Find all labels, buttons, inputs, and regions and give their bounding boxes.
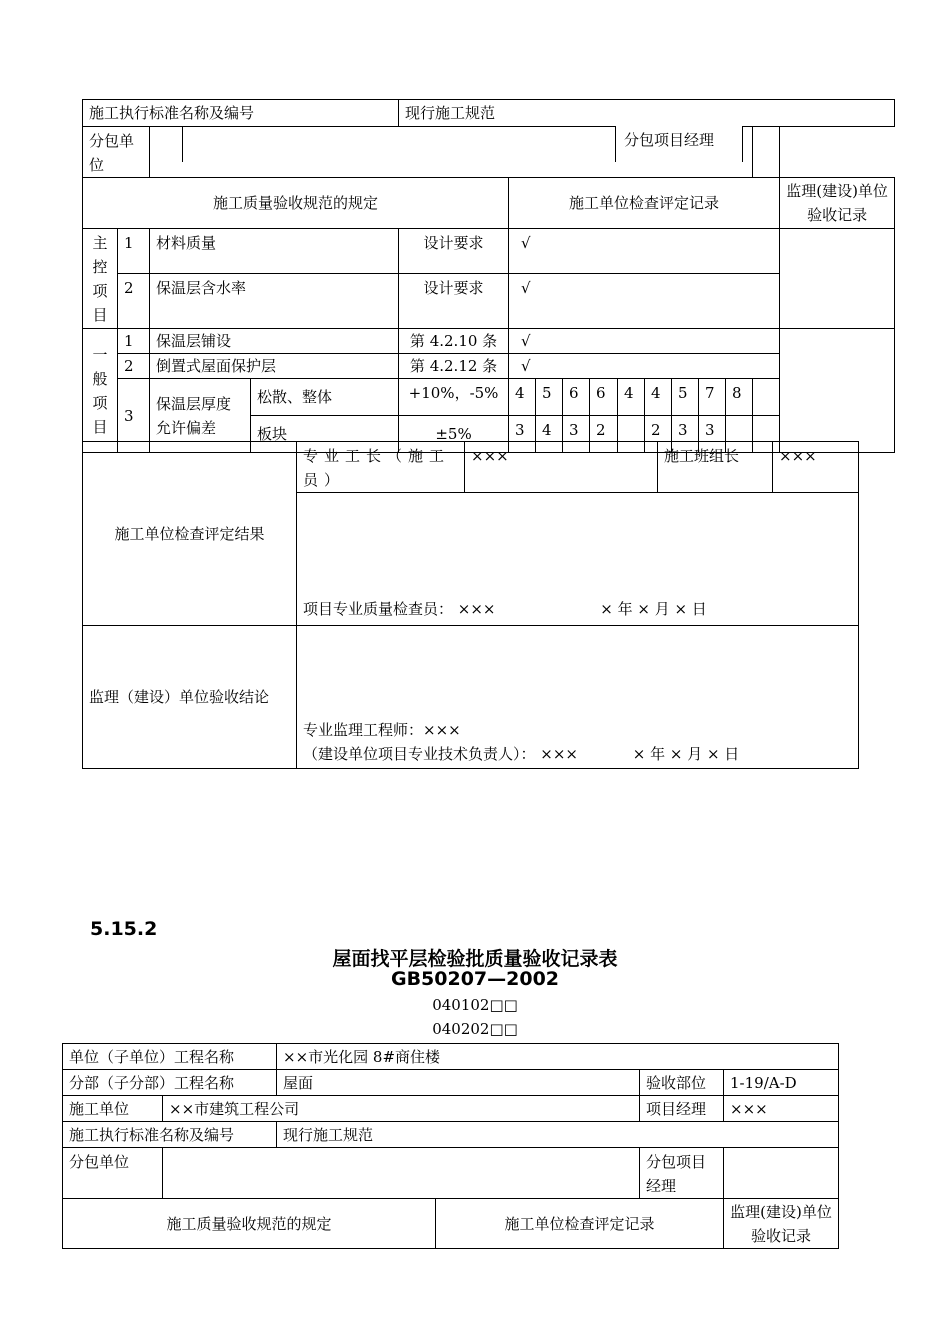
measure-cell: 3 xyxy=(699,416,726,453)
measure-cell: 3 xyxy=(563,416,590,453)
col-spec-header: 施工质量验收规范的规定 xyxy=(83,178,509,229)
part-value: 屋面 xyxy=(277,1070,640,1096)
col-supervise-header: 监理(建设)单位验收记录 xyxy=(724,1199,839,1249)
measure-cell: 3 xyxy=(509,416,536,453)
std-value: 现行施工规范 xyxy=(277,1122,839,1148)
general-item-name: 保温层铺设 xyxy=(150,329,399,354)
inspection-table-1 xyxy=(82,99,895,453)
measure-cell xyxy=(753,379,780,416)
measure-cell: 6 xyxy=(590,379,618,416)
measure-cell: 4 xyxy=(645,379,672,416)
col-supervise-header: 监理(建设)单位验收记录 xyxy=(780,178,895,229)
measure-cell: 5 xyxy=(536,379,563,416)
main-supervise-cell xyxy=(780,229,895,329)
sub-manager-value xyxy=(724,1148,839,1199)
sub-manager-label: 分包项目经理 xyxy=(615,126,742,162)
col-spec-header: 施工质量验收规范的规定 xyxy=(63,1199,436,1249)
manager-label: 项目经理 xyxy=(640,1096,724,1122)
company-label: 施工单位 xyxy=(63,1096,163,1122)
thickness-type-board: 板块 xyxy=(251,416,399,453)
col-record-header: 施工单位检查评定记录 xyxy=(509,178,780,229)
thickness-name: 保温层厚度允许偏差 xyxy=(150,379,251,453)
foreman-label: 专业工长（施工员） xyxy=(297,442,465,493)
thickness-tol-loose: +10%，-5% xyxy=(399,379,509,416)
measure-cell: 5 xyxy=(672,379,699,416)
main-item-mark: √ xyxy=(509,229,780,274)
sub-manager-divider xyxy=(742,126,743,162)
general-item-mark: √ xyxy=(509,354,780,379)
measure-cell: 3 xyxy=(672,416,699,453)
conclusion-label: 监理（建设）单位验收结论 xyxy=(83,626,297,769)
team-leader-value: ××× xyxy=(773,442,859,493)
general-item-req: 第 4.2.10 条 xyxy=(399,329,509,354)
owner-line: （建设单位项目专业技术负责人）： ××× xyxy=(303,745,578,763)
accept-part-label: 验收部位 xyxy=(640,1070,724,1096)
main-item-name: 材料质量 xyxy=(150,229,399,274)
conclusion-signature xyxy=(297,626,859,769)
general-item-mark: √ xyxy=(509,329,780,354)
general-supervise-cell xyxy=(780,329,895,453)
inspection-table-2 xyxy=(62,1043,839,1249)
form-code: GB50207—2002 xyxy=(390,968,560,990)
result-label: 施工单位检查评定结果 xyxy=(83,442,297,626)
owner-signature-row xyxy=(303,742,852,766)
general-item-no: 2 xyxy=(118,354,150,379)
sub-unit-value xyxy=(163,1148,640,1199)
std-label: 施工执行标准名称及编号 xyxy=(63,1122,277,1148)
measure-cell: 2 xyxy=(590,416,618,453)
main-control-group: 主控项目 xyxy=(83,229,118,329)
measure-cell: 4 xyxy=(536,416,563,453)
engineer-line: 专业监理工程师：××× xyxy=(303,721,461,739)
form-id-1: 040102□□ xyxy=(432,996,518,1014)
thickness-tol-board: ±5% xyxy=(399,416,509,453)
general-item-req: 第 4.2.12 条 xyxy=(399,354,509,379)
general-group: 一般项目 xyxy=(83,329,118,453)
sub-manager-label: 分包项目经理 xyxy=(640,1148,724,1199)
section-number: 5.15.2 xyxy=(90,918,158,940)
manager-value: ××× xyxy=(724,1096,839,1122)
form-id-2: 040202□□ xyxy=(432,1020,518,1038)
owner-date: × 年 × 月 × 日 xyxy=(632,745,740,763)
part-label: 分部（子分部）工程名称 xyxy=(63,1070,277,1096)
measure-cell: 6 xyxy=(563,379,590,416)
form-title: 屋面找平层检验批质量验收记录表 xyxy=(332,948,618,970)
accept-part-value: 1-19/A-D xyxy=(724,1070,839,1096)
general-item-name: 倒置式屋面保护层 xyxy=(150,354,399,379)
company-value: ××市建筑工程公司 xyxy=(163,1096,640,1122)
main-item-name: 保温层含水率 xyxy=(150,274,399,329)
inspector-date: × 年 × 月 × 日 xyxy=(600,600,707,618)
main-item-no: 1 xyxy=(118,229,150,274)
unit-label: 单位（子单位）工程名称 xyxy=(63,1044,277,1070)
thickness-type-loose: 松散、整体 xyxy=(251,379,399,416)
main-item-no: 2 xyxy=(118,274,150,329)
team-leader-label: 施工班组长 xyxy=(658,442,773,493)
std-value: 现行施工规范 xyxy=(399,100,895,127)
main-item-req: 设计要求 xyxy=(399,229,509,274)
sub-manager-value xyxy=(753,127,780,178)
general-item-no: 1 xyxy=(118,329,150,354)
inspection-result-block xyxy=(82,441,859,769)
main-item-req: 设计要求 xyxy=(399,274,509,329)
inspector-line: 项目专业质量检查员： ××× xyxy=(303,600,496,618)
inspector-signature xyxy=(297,493,859,626)
sub-unit-label: 分包单位 xyxy=(83,127,150,178)
measure-cell: 8 xyxy=(726,379,753,416)
measure-cell: 4 xyxy=(509,379,536,416)
measure-cell: 2 xyxy=(645,416,672,453)
main-item-mark: √ xyxy=(509,274,780,329)
sub-unit-label: 分包单位 xyxy=(63,1148,163,1199)
std-label: 施工执行标准名称及编号 xyxy=(83,100,399,127)
foreman-value: ××× xyxy=(465,442,658,493)
col-record-header: 施工单位检查评定记录 xyxy=(436,1199,724,1249)
measure-cell: 4 xyxy=(618,379,645,416)
thickness-no: 3 xyxy=(118,379,150,453)
sub-unit-divider xyxy=(182,126,183,162)
measure-cell: 7 xyxy=(699,379,726,416)
unit-value: ××市光化园 8#商住楼 xyxy=(277,1044,839,1070)
